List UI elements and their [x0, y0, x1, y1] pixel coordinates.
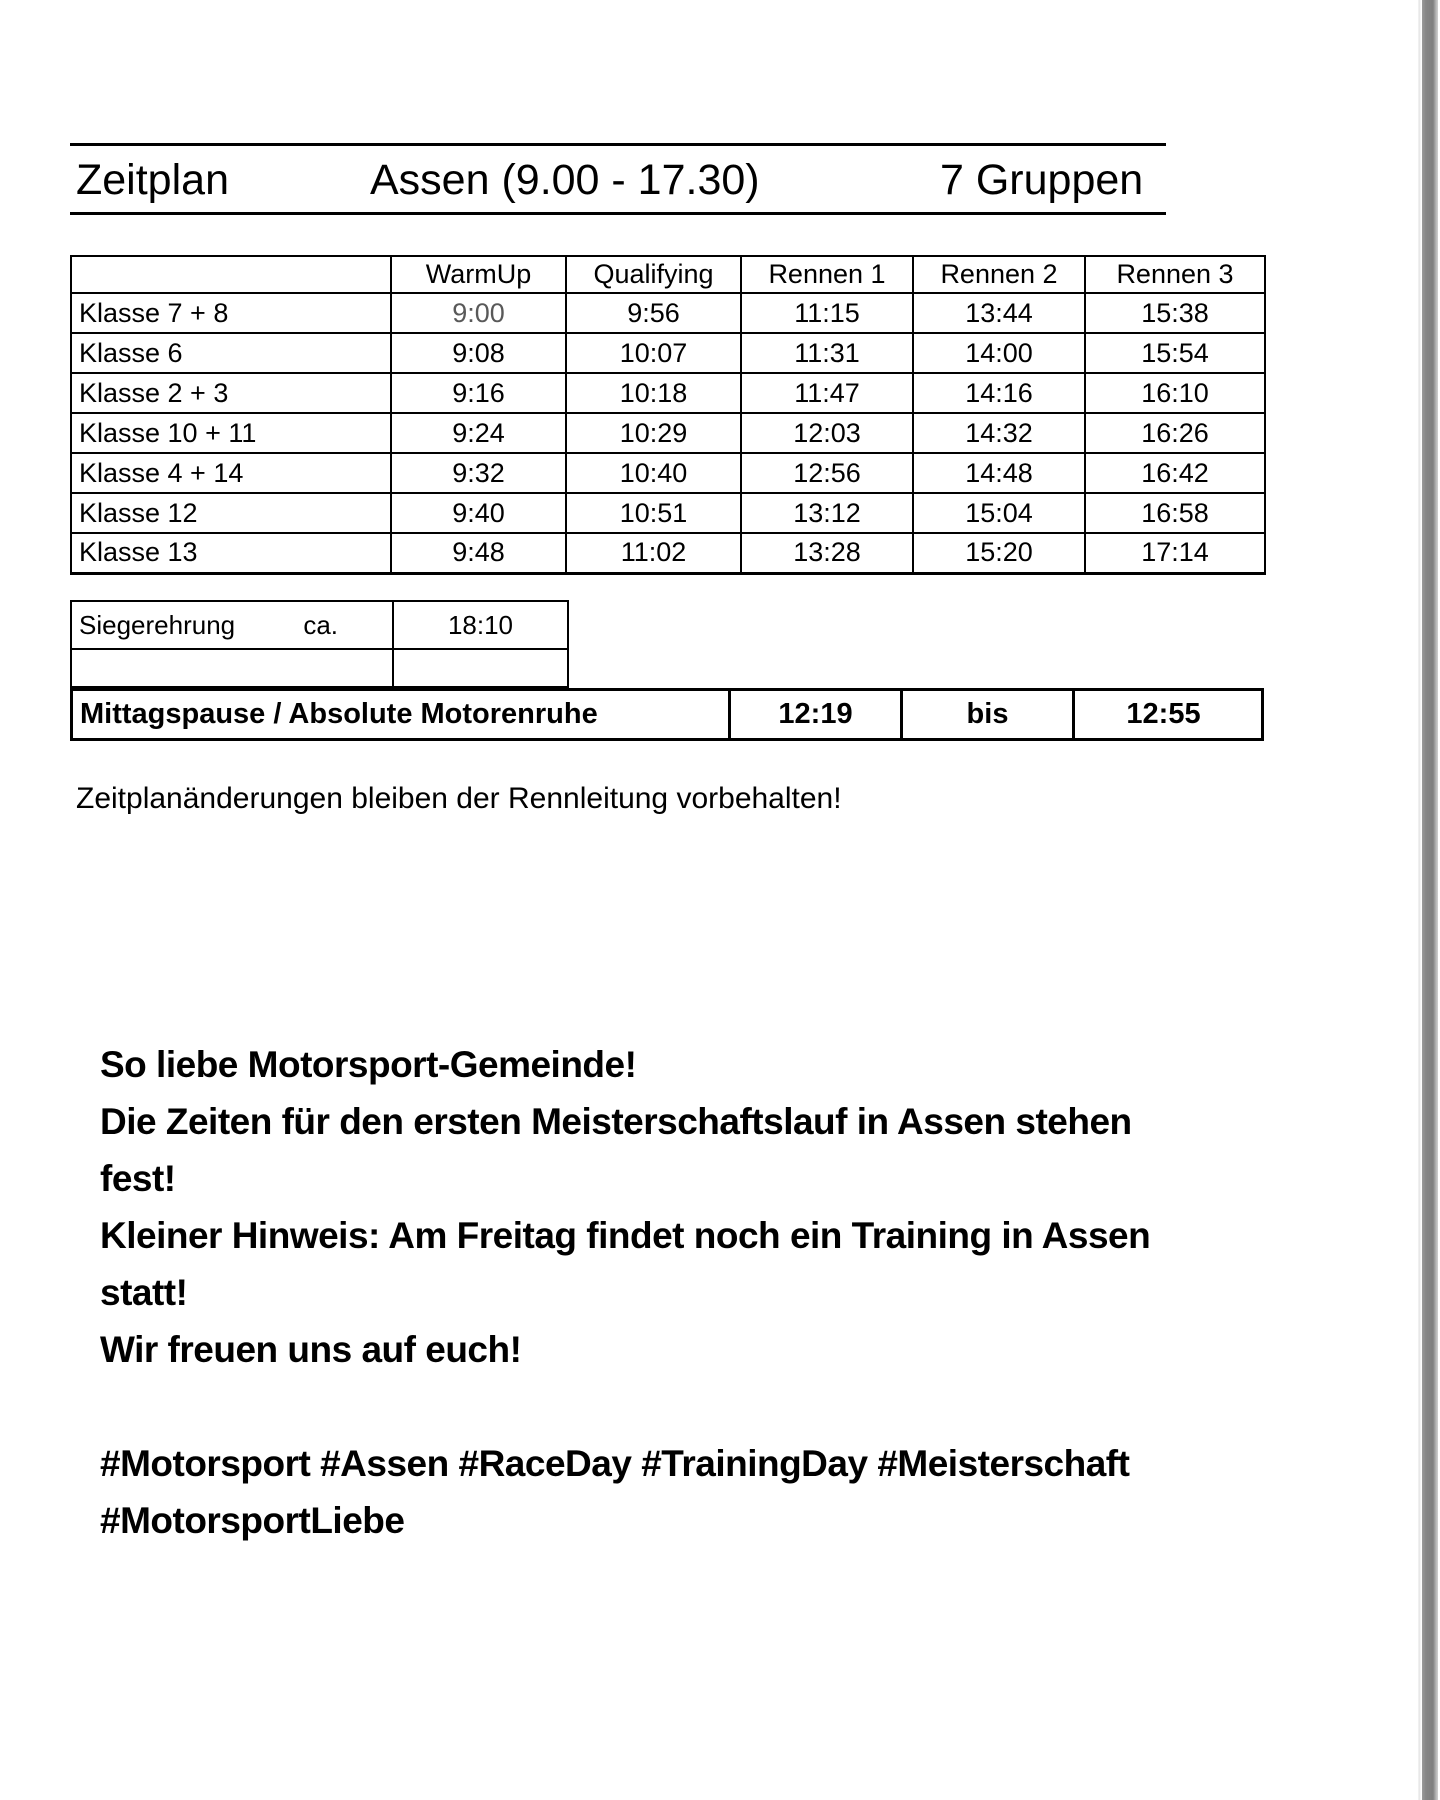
time-cell: 10:40	[566, 453, 741, 493]
time-cell: 13:28	[741, 533, 913, 573]
column-header-warmup: WarmUp	[391, 256, 566, 293]
title-rule-top	[70, 143, 1166, 146]
schedule-row	[71, 493, 1265, 533]
schedule-row	[71, 373, 1265, 413]
lunch-start-time: 12:19	[728, 691, 900, 738]
time-cell: 13:44	[913, 293, 1085, 333]
ceremony-empty-row	[71, 649, 568, 687]
time-cell: 17:14	[1085, 533, 1265, 573]
time-cell: 9:16	[391, 373, 566, 413]
ceremony-approx-label: ca.	[303, 609, 338, 640]
time-cell: 15:38	[1085, 293, 1265, 333]
time-cell: 12:03	[741, 413, 913, 453]
announcement-line: Wir freuen uns auf euch!	[100, 1329, 522, 1370]
time-cell: 14:48	[913, 453, 1085, 493]
time-cell: 9:48	[391, 533, 566, 573]
time-cell: 11:02	[566, 533, 741, 573]
class-label: Klasse 4 + 14	[71, 453, 391, 493]
announcement-line: fest!	[100, 1158, 176, 1199]
ceremony-table	[70, 600, 569, 688]
announcement-line: So liebe Motorsport-Gemeinde!	[100, 1044, 637, 1085]
lunch-label: Mittagspause / Absolute Motorenruhe	[80, 698, 598, 730]
time-cell: 11:31	[741, 333, 913, 373]
schedule-row	[71, 453, 1265, 493]
groups-label: 7 Gruppen	[940, 156, 1144, 204]
column-header-qualifying: Qualifying	[566, 256, 741, 293]
time-cell: 16:10	[1085, 373, 1265, 413]
schedule-row	[71, 293, 1265, 333]
class-label: Klasse 10 + 11	[71, 413, 391, 453]
announcement-line: statt!	[100, 1272, 188, 1313]
time-cell: 15:20	[913, 533, 1085, 573]
scrollbar-thumb[interactable]	[1422, 0, 1438, 1800]
lunch-connector: bis	[900, 691, 1072, 738]
announcement-line: Kleiner Hinweis: Am Freitag findet noch ein Training in Assen	[100, 1215, 1151, 1256]
page-subtitle: Assen (9.00 - 17.30)	[370, 156, 760, 204]
ceremony-time: 18:10	[393, 601, 568, 649]
schedule-row	[71, 413, 1265, 453]
column-header-rennen2: Rennen 2	[913, 256, 1085, 293]
time-cell: 14:16	[913, 373, 1085, 413]
lunch-end-time: 12:55	[1072, 691, 1252, 738]
time-cell: 9:08	[391, 333, 566, 373]
time-cell: 10:29	[566, 413, 741, 453]
time-cell: 14:32	[913, 413, 1085, 453]
column-header-rennen3: Rennen 3	[1085, 256, 1265, 293]
time-cell: 11:47	[741, 373, 913, 413]
class-label: Klasse 6	[71, 333, 391, 373]
time-cell: 14:00	[913, 333, 1085, 373]
column-header-rennen1: Rennen 1	[741, 256, 913, 293]
scrollbar-track	[1414, 0, 1440, 1800]
time-cell: 15:04	[913, 493, 1085, 533]
announcement-block	[100, 1036, 1390, 1549]
page-title: Zeitplan	[76, 156, 229, 204]
schedule-row	[71, 533, 1265, 573]
class-label: Klasse 12	[71, 493, 391, 533]
lunch-break-row	[70, 688, 1264, 741]
class-label: Klasse 7 + 8	[71, 293, 391, 333]
time-cell: 9:32	[391, 453, 566, 493]
time-cell: 16:42	[1085, 453, 1265, 493]
time-cell: 16:26	[1085, 413, 1265, 453]
hashtags-line: #Motorsport #Assen #RaceDay #TrainingDay #Meisterschaft	[100, 1443, 1130, 1484]
title-rule-bottom	[70, 212, 1166, 215]
time-cell: 9:24	[391, 413, 566, 453]
hashtags-line: #MotorsportLiebe	[100, 1500, 405, 1541]
time-cell: 13:12	[741, 493, 913, 533]
class-label: Klasse 13	[71, 533, 391, 573]
ceremony-label: Siegerehrung	[79, 609, 236, 640]
time-cell: 11:15	[741, 293, 913, 333]
schedule-note: Zeitplanänderungen bleiben der Rennleitung vorbehalten!	[76, 782, 842, 815]
time-cell: 10:51	[566, 493, 741, 533]
class-label: Klasse 2 + 3	[71, 373, 391, 413]
time-cell: 9:40	[391, 493, 566, 533]
schedule-table	[70, 255, 1266, 575]
announcement-line: Die Zeiten für den ersten Meisterschaftslauf in Assen stehen	[100, 1101, 1132, 1142]
time-cell: 10:18	[566, 373, 741, 413]
time-cell: 12:56	[741, 453, 913, 493]
time-cell: 10:07	[566, 333, 741, 373]
corner-cell	[71, 256, 391, 293]
time-cell: 9:56	[566, 293, 741, 333]
schedule-row	[71, 333, 1265, 373]
title-row	[70, 152, 1270, 208]
ceremony-row	[71, 601, 568, 649]
time-cell: 16:58	[1085, 493, 1265, 533]
schedule-header-row	[71, 256, 1265, 293]
time-cell: 15:54	[1085, 333, 1265, 373]
time-cell: 9:00	[391, 293, 566, 333]
